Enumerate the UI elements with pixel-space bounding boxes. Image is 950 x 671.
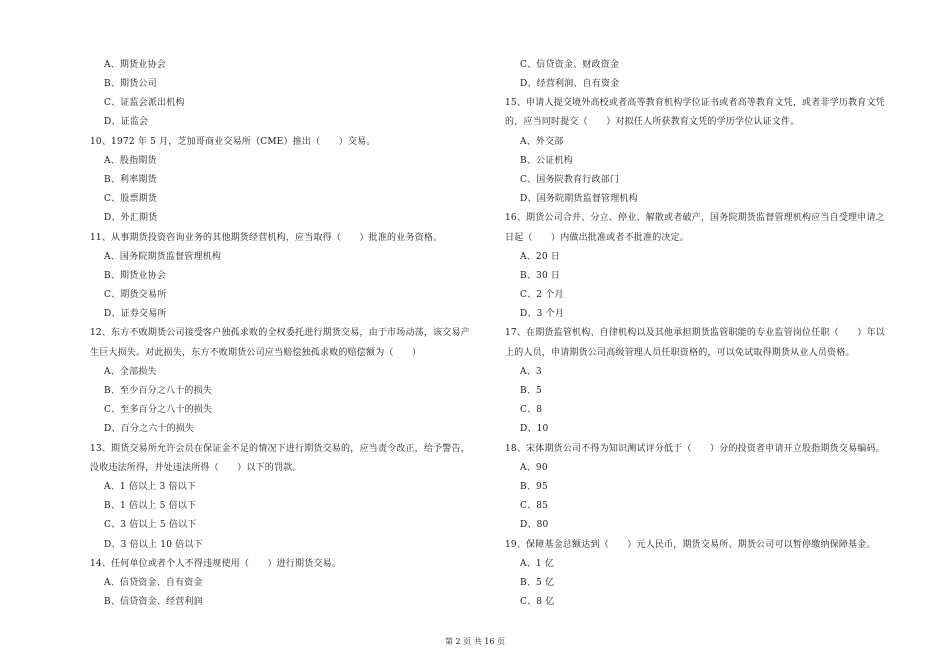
answer-option: B、公证机构: [520, 156, 573, 166]
answer-option: D、10: [520, 424, 549, 434]
answer-option: A、全部损失: [104, 367, 157, 377]
answer-option: B、至少百分之八十的损失: [104, 386, 213, 396]
answer-option: A、信贷资金、自有资金: [104, 578, 203, 588]
answer-option: C、期货交易所: [104, 290, 167, 300]
answer-option: A、股指期货: [104, 156, 157, 166]
question-text: 15、申请人提交境外高校或者高等教育机构学位证书或者高等教育文凭，或者非学历教育文凭: [505, 98, 885, 108]
answer-option: A、90: [520, 463, 548, 473]
answer-option: C、3 倍以上 5 倍以下: [104, 520, 197, 530]
question-text: 16、期货公司合并、分立、停业、解散或者破产，国务院期货监督管理机构应当自受理申请之: [505, 213, 885, 223]
answer-option: D、百分之六十的损失: [104, 424, 195, 434]
question-text: 12、东方不败期货公司接受客户独孤求败的全权委托进行期货交易，由于市场动荡，该交易产: [90, 328, 470, 338]
answer-option: B、期货业协会: [104, 271, 167, 281]
answer-option: D、80: [520, 520, 549, 530]
answer-option: D、经营利润、自有资金: [520, 79, 620, 89]
question-text: 19、保障基金总额达到（ ）元人民币，期货交易所、期货公司可以暂停缴纳保障基金。: [505, 540, 876, 550]
answer-option: B、利率期货: [104, 175, 157, 185]
answer-option: B、95: [520, 482, 548, 492]
question-text-continued: 生巨大损失。对此损失，东方不败期货公司应当赔偿独孤求败的赔偿额为（ ）: [90, 348, 422, 358]
answer-option: D、证监会: [104, 117, 149, 127]
answer-option: B、5: [520, 386, 542, 396]
answer-option: B、5 亿: [520, 578, 555, 588]
question-text: 11、从事期货投资咨询业务的其他期货经营机构，应当取得（ ）批准的业务资格。: [90, 233, 443, 243]
answer-option: A、期货业协会: [104, 60, 166, 70]
question-text-continued: 上的人员，申请期货公司高级管理人员任职资格的，可以免试取得期货从业人员资格。: [505, 348, 855, 358]
answer-option: A、1 亿: [520, 559, 555, 569]
answer-option: A、1 倍以上 3 倍以下: [104, 482, 197, 492]
question-text: 13、期货交易所允许会员在保证金不足的情况下进行期货交易的，应当责令改正，给予警告，: [90, 444, 470, 454]
question-text: 17、在期货监管机构、自律机构以及其他承担期货监管职能的专业监管岗位任职（ ）年以: [505, 328, 885, 338]
answer-option: B、1 倍以上 5 倍以下: [104, 501, 197, 511]
answer-option: C、国务院教育行政部门: [520, 175, 620, 185]
answer-option: A、20 日: [520, 252, 561, 262]
answer-option: B、信贷资金、经营利润: [104, 597, 203, 607]
answer-option: C、2 个月: [520, 290, 564, 300]
question-text: 10、1972 年 5 月，芝加哥商业交易所（CME）推出（ ）交易。: [90, 137, 376, 147]
answer-option: C、证监会派出机构: [104, 98, 185, 108]
answer-option: A、国务院期货监督管理机构: [104, 252, 222, 262]
question-text-continued: 的，应当同时提交（ ）对拟任人所获教育文凭的学历学位认证文件。: [505, 117, 800, 127]
answer-option: A、3: [520, 367, 542, 377]
page-footer: 第 2 页 共 16 页: [445, 637, 505, 646]
answer-option: C、85: [520, 501, 549, 511]
answer-option: C、8 亿: [520, 597, 555, 607]
answer-option: D、3 个月: [520, 309, 565, 319]
question-text: 18、宋体期货公司不得为知识测试评分低于（ ）分的投资者申请开立股指期货交易编码。: [505, 444, 885, 454]
answer-option: D、3 倍以上 10 倍以下: [104, 540, 203, 550]
answer-option: C、至多百分之八十的损失: [104, 405, 213, 415]
question-text: 14、任何单位或者个人不得违规使用（ ）进行期货交易。: [90, 559, 342, 569]
question-text-continued: 日起（ ）内做出批准或者不批准的决定。: [505, 233, 690, 243]
answer-option: A、外交部: [520, 137, 564, 147]
answer-option: D、外汇期货: [104, 213, 158, 223]
answer-option: B、期货公司: [104, 79, 157, 89]
answer-option: D、证券交易所: [104, 309, 167, 319]
answer-option: D、国务院期货监督管理机构: [520, 194, 638, 204]
answer-option: B、30 日: [520, 271, 561, 281]
answer-option: C、8: [520, 405, 543, 415]
question-text-continued: 没收违法所得，并处违法所得（ ）以下的罚款。: [90, 463, 302, 473]
answer-option: C、信贷资金、财政资金: [520, 60, 620, 70]
answer-option: C、股票期货: [104, 194, 158, 204]
